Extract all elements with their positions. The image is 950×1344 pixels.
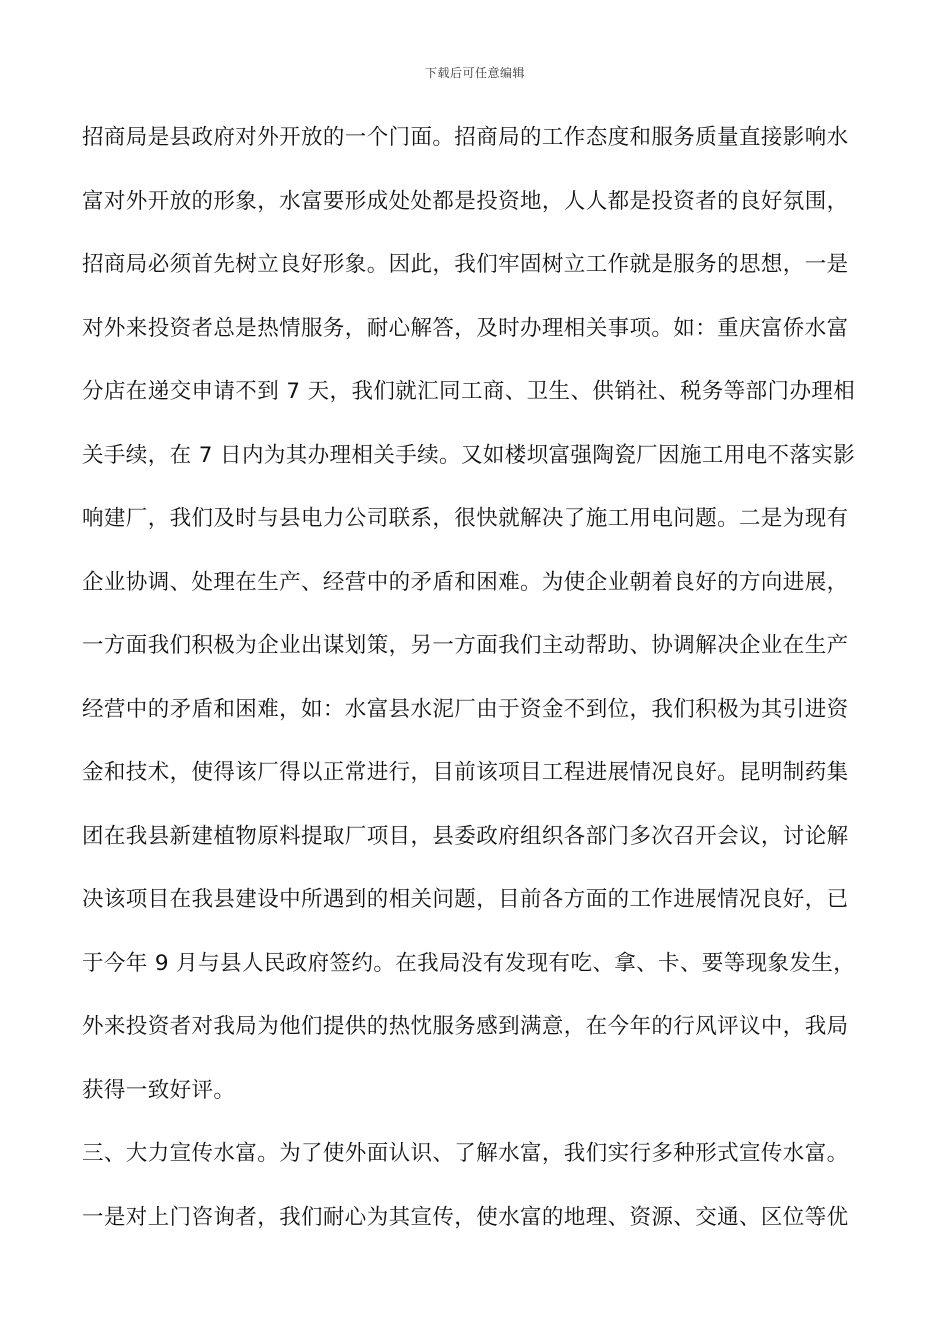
text-line: 招商局必须首先树立良好形象。因此，我们牢固树立工作就是服务的思想，一是 xyxy=(82,252,849,277)
text-line: 外来投资者对我局为他们提供的热忱服务感到满意，在今年的行风评议中，我局 xyxy=(82,1014,849,1039)
text-line: 企业协调、处理在生产、经营中的矛盾和困难。为使企业朝着良好的方向进展， xyxy=(82,569,849,595)
text-line: 金和技术，使得该厂得以正常进行，目前该项目工程进展情况良好。昆明制药集 xyxy=(82,760,849,785)
text-line: 一是对上门咨询者，我们耐心为其宣传，使水富的地理、资源、交通、区位等优 xyxy=(82,1204,849,1230)
text-line: 经营中的矛盾和困难，如：水富县水泥厂由于资金不到位，我们积极为其引进资 xyxy=(82,696,849,722)
text-line: 对外来投资者总是热情服务，耐心解答，及时办理相关事项。如：重庆富侨水富 xyxy=(82,315,849,341)
text-line: 于今年 9 月与县人民政府签约。在我局没有发现有吃、拿、卡、要等现象发生， xyxy=(82,950,856,976)
text-line: 获得一致好评。 xyxy=(82,1077,236,1103)
text-line: 分店在递交申请不到 7 天，我们就汇同工商、卫生、供销社、税务等部门办理相 xyxy=(82,379,856,404)
text-line: 响建厂，我们及时与县电力公司联系，很快就解决了施工用电问题。二是为现有 xyxy=(82,506,849,531)
text-line: 关手续，在 7 日内为其办理相关手续。又如楼坝富强陶瓷厂因施工用电不落实影 xyxy=(82,442,856,468)
text-line: 招商局是县政府对外开放的一个门面。招商局的工作态度和服务质量直接影响水 xyxy=(82,125,849,150)
page-header: 下载后可任意编辑 xyxy=(424,66,525,80)
text-line: 决该项目在我县建设中所遇到的相关问题，目前各方面的工作进展情况良好，已 xyxy=(82,887,849,912)
text-line: 团在我县新建植物原料提取厂项目，县委政府组织各部门多次召开会议，讨论解 xyxy=(82,823,849,849)
body-text xyxy=(82,115,882,1258)
text-line: 一方面我们积极为企业出谋划策，另一方面我们主动帮助、协调解决企业在生产 xyxy=(82,633,849,658)
text-line: 富对外开放的形象，水富要形成处处都是投资地，人人都是投资者的良好氛围， xyxy=(82,188,849,214)
text-line: 三、大力宣传水富。为了使外面认识、了解水富，我们实行多种形式宣传水富。 xyxy=(82,1141,849,1166)
